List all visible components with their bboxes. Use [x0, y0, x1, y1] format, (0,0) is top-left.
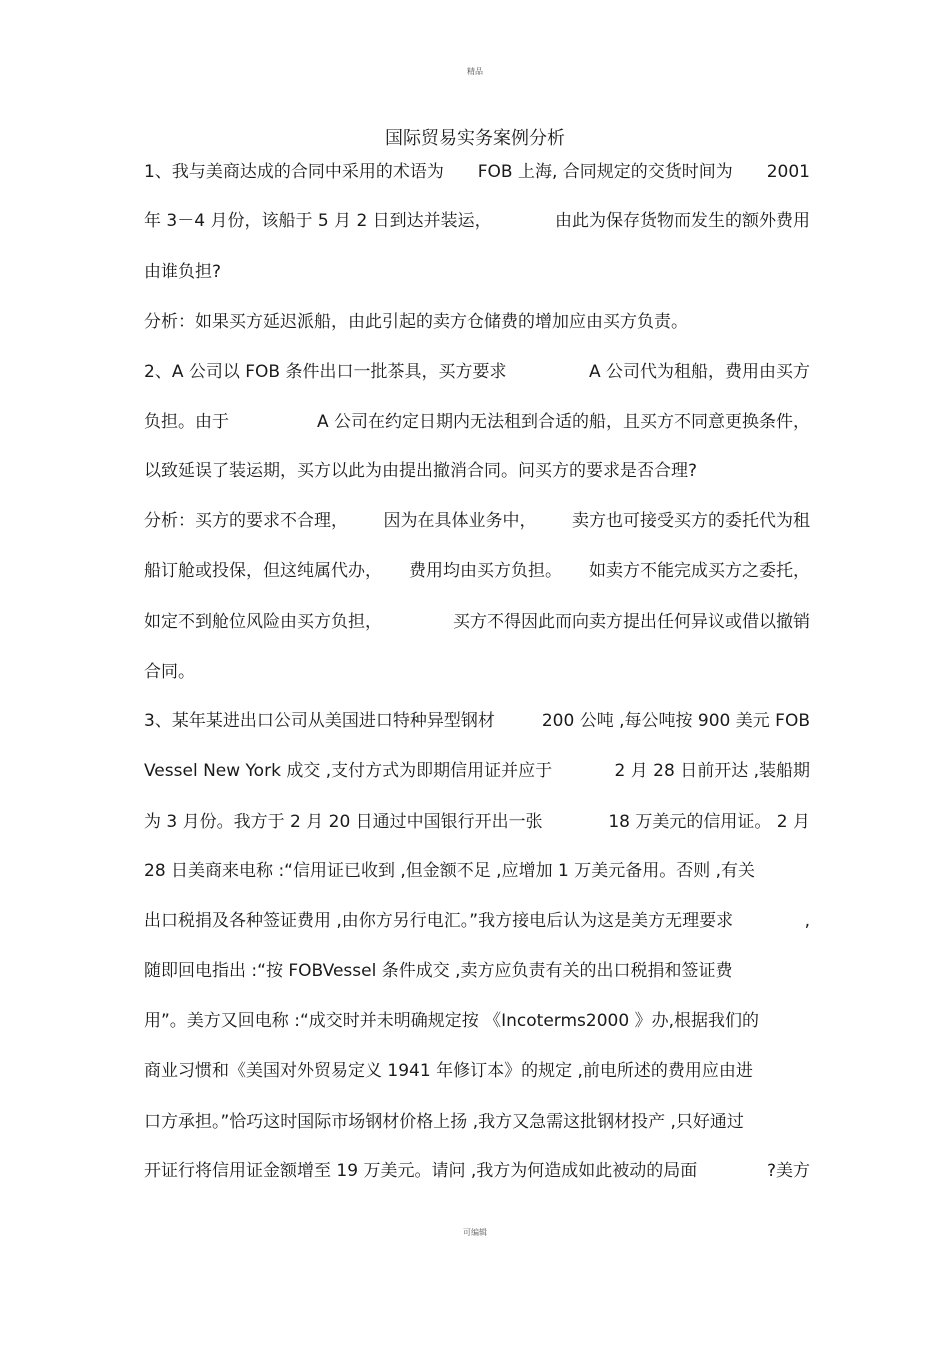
text-segment: 如定不到舱位风险由买方负担，	[144, 612, 382, 632]
text-segment: 船订舱或投保，但这纯属代办，	[144, 561, 382, 581]
body-line	[144, 1009, 810, 1033]
text-segment: 由谁负担?	[144, 262, 222, 282]
text-segment: 随即回电指出 :“按 FOBVessel 条件成交 ,卖方应负责有关的出口税捐和签证费	[144, 961, 733, 981]
text-segment: 3、某年某进出口公司从美国进口特种异型钢材	[144, 711, 495, 731]
body-line	[144, 160, 810, 184]
body-line	[144, 610, 810, 634]
text-segment: 2、A 公司以 FOB 条件出口一批茶具，买方要求	[144, 362, 507, 382]
text-segment: 分析：如果买方延迟派船，由此引起的卖方仓储费的增加应由买方负责。	[144, 312, 688, 332]
text-segment: 1、我与美商达成的合同中采用的术语为	[144, 162, 444, 182]
body-line	[144, 660, 810, 684]
body-line	[144, 709, 810, 733]
body-line	[144, 810, 810, 834]
text-segment: 买方不得因此而向卖方提出任何异议或借以撤销	[453, 612, 810, 632]
body-line	[144, 1159, 810, 1183]
page-footer: 可编辑	[463, 1228, 487, 1237]
text-segment: A 公司在约定日期内无法租到合适的船，且买方不同意更换条件，	[316, 412, 810, 432]
body-line	[144, 959, 810, 983]
text-segment: 费用均由买方负担。	[409, 561, 562, 581]
text-segment: 年 3－4 月份，该船于 5 月 2 日到达并装运，	[144, 211, 492, 231]
text-segment: 由此为保存货物而发生的额外费用	[555, 211, 810, 231]
text-segment: 卖方也可接受买方的委托代为租	[572, 511, 810, 531]
text-segment: 商业习惯和《美国对外贸易定义 1941 年修订本》的规定 ,前电所述的费用应由进	[144, 1061, 753, 1081]
text-segment: 200 公吨 ,每公吨按 900 美元 FOB	[541, 711, 810, 731]
page-header: 精品	[467, 67, 483, 76]
text-segment: 开证行将信用证金额增至 19 万美元。请问 ,我方为何造成如此被动的局面	[144, 1161, 698, 1181]
text-segment: 为 3 月份。我方于 2 月 20 日通过中国银行开出一张	[144, 812, 543, 832]
text-segment: 用”。美方又回电称 :“成交时并未明确规定按 《Incoterms2000 》办,根据我们的	[144, 1011, 759, 1031]
body-line	[144, 559, 810, 583]
text-segment: 负担。由于	[144, 412, 229, 432]
text-segment: 以致延误了装运期，买方以此为由提出撤消合同。问买方的要求是否合理?	[144, 461, 698, 481]
body-line	[144, 209, 810, 233]
text-segment: 18 万美元的信用证。 2 月	[608, 812, 810, 832]
text-segment: 分析：买方的要求不合理，	[144, 511, 348, 531]
text-segment: 因为在具体业务中，	[383, 511, 537, 531]
text-segment: 口方承担。”恰巧这时国际市场钢材价格上扬 ,我方又急需这批钢材投产 ,只好通过	[144, 1112, 744, 1132]
text-segment: ?美方	[766, 1161, 810, 1181]
body-line	[144, 360, 810, 384]
body-line	[144, 310, 810, 334]
text-segment: 28 日美商来电称 :“信用证已收到 ,但金额不足 ,应增加 1 万美元备用。否则 ,有关	[144, 861, 756, 881]
body-line	[144, 759, 810, 783]
text-segment: FOB 上海, 合同规定的交货时间为	[477, 162, 733, 182]
text-segment: A 公司代为租船，费用由买方	[588, 362, 810, 382]
body-line	[144, 859, 810, 883]
text-segment: Vessel New York 成交 ,支付方式为即期信用证并应于	[144, 761, 553, 781]
text-segment: ,	[804, 911, 810, 931]
body-line	[144, 410, 810, 434]
text-segment: 2 月 28 日前开达 ,装船期	[614, 761, 810, 781]
text-segment: 2001	[766, 162, 810, 182]
body-line	[144, 1059, 810, 1083]
body-line	[144, 459, 810, 483]
body-line	[144, 1110, 810, 1134]
body-line	[144, 260, 810, 284]
text-segment: 合同。	[144, 662, 195, 682]
text-segment: 如卖方不能完成买方之委托，	[589, 561, 810, 581]
document-title: 国际贸易实务案例分析	[385, 128, 565, 149]
text-segment: 出口税捐及各种签证费用 ,由你方另行电汇。”我方接电后认为这是美方无理要求	[144, 911, 734, 931]
body-line	[144, 909, 810, 933]
body-line	[144, 509, 810, 533]
